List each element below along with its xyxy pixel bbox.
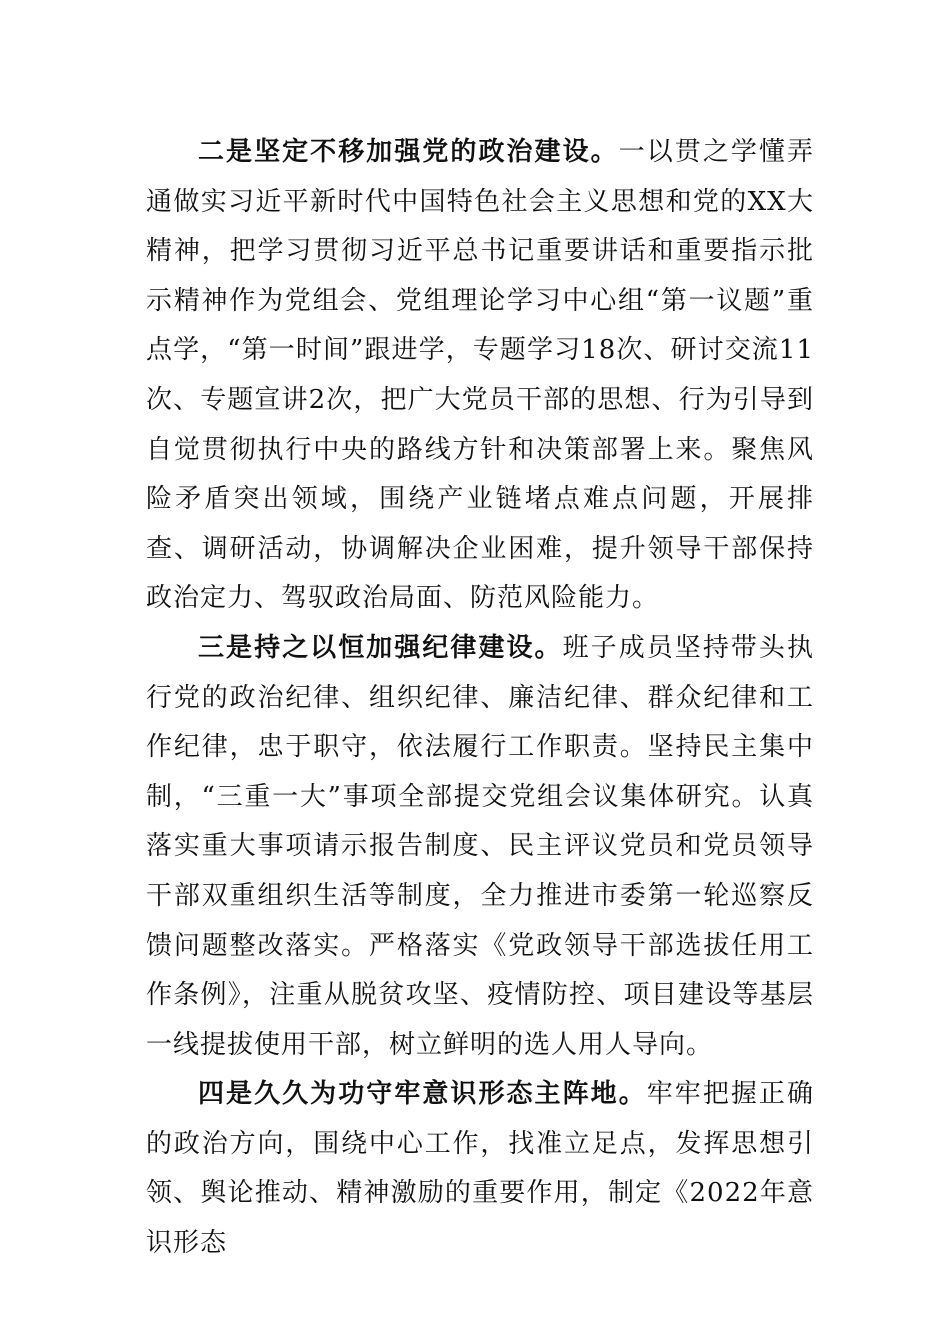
paragraph-political-building <box>146 128 814 624</box>
paragraph-lead: 三是持之以恒加强纪律建设。 <box>198 632 563 663</box>
paragraph-body: 牢牢把握正确的政治方向，围绕中心工作，找准立足点，发挥思想引领、舆论推动、精神激励的重要作用，制定《2022年意识形态 <box>146 1079 814 1259</box>
paragraph-body: 班子成员坚持带头执行党的政治纪律、组织纪律、廉洁纪律、群众纪律和工作纪律，忠于职守，依法履行工作职责。坚持民主集中制，“三重一大”事项全部提交党组会议集体研究。认真落实重大事项请示报告制度、民主评议党员和党员领导干部双重组织生活等制度，全力推进市委第一轮巡察反馈问题整改落实。严格落实《党政领导干部选拔任用工作条例》，注重从脱贫攻坚、疫情防控、项目建设等基层一线提拔使用干部，树立鲜明的选人用人导向。 <box>146 632 814 1060</box>
paragraph-lead: 二是坚定不移加强党的政治建设。 <box>198 137 619 167</box>
document-body <box>146 128 814 1269</box>
paragraph-body: 一以贯之学懂弄通做实习近平新时代中国特色社会主义思想和党的XX大精神，把学习贯彻习近平总书记重要讲话和重要指示批示精神作为党组会、党组理论学习中心组“第一议题”重点学，“第一时间”跟进学，专题学习18次、研讨交流11次、专题宣讲2次，把广大党员干部的思想、行为引导到自觉贯彻执行中央的路线方针和决策部署上来。聚焦风险矛盾突出领域，围绕产业链堵点难点问题，开展排查、调研活动，协调解决企业困难，提升领导干部保持政治定力、驾驭政治局面、防范风险能力。 <box>146 137 814 614</box>
paragraph-lead: 四是久久为功守牢意识形态主阵地。 <box>198 1079 647 1110</box>
paragraph-ideology-front <box>146 1070 814 1268</box>
paragraph-discipline-building <box>146 624 814 1070</box>
